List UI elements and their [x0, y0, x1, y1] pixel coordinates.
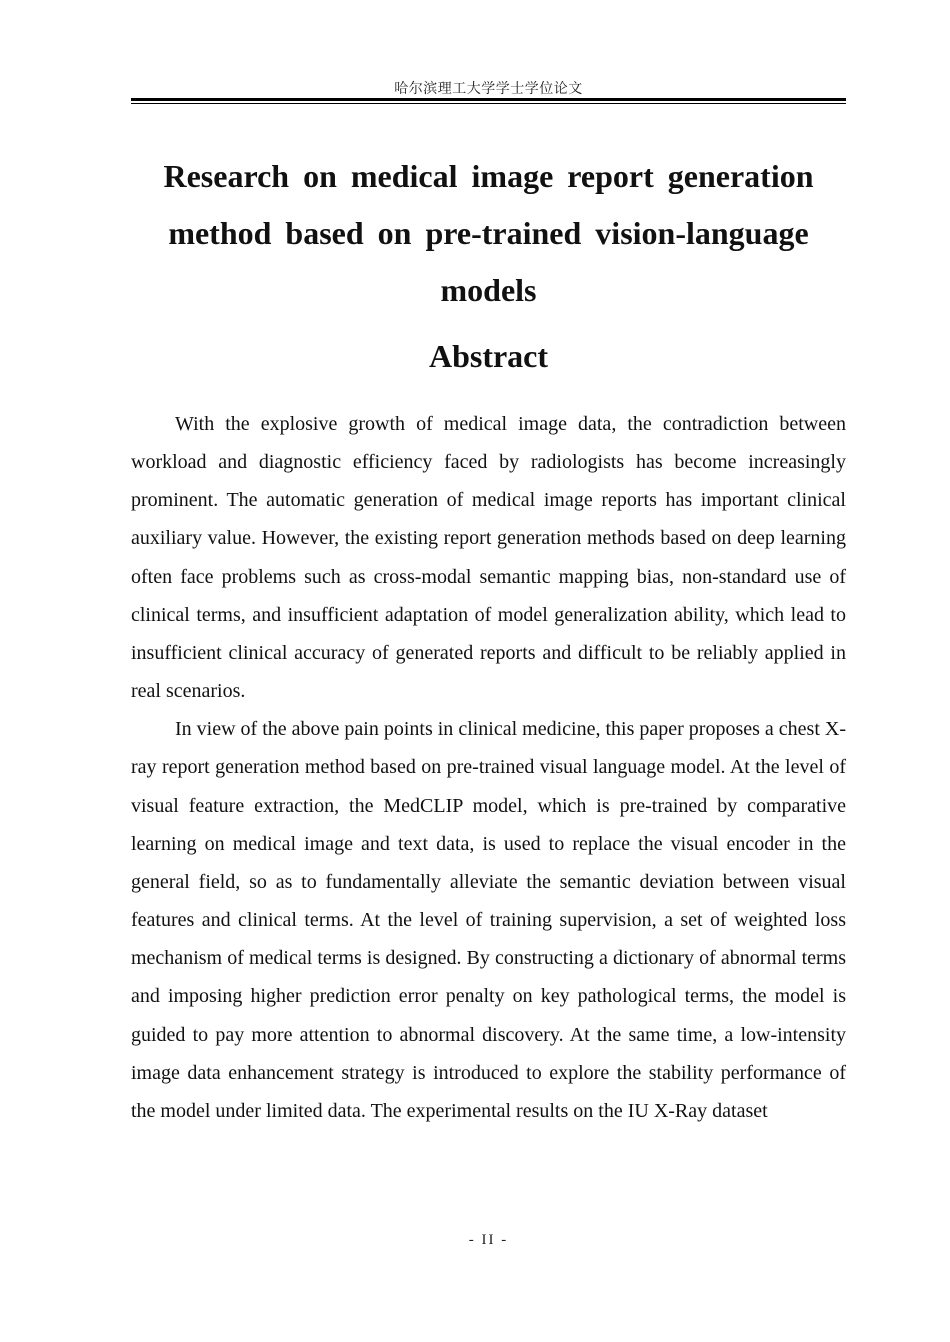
- running-header: 哈尔滨理工大学学士学位论文: [394, 81, 583, 97]
- thesis-title: Research on medical image report generation method based on pre-trained vision-language models: [163, 158, 814, 308]
- header-rule-thin: [131, 103, 846, 104]
- header-rule: [131, 98, 846, 101]
- abstract-paragraph: With the explosive growth of medical image data, the contradiction between workload and diagnostic efficiency faced by radiologists has become increasingly prominent. The automatic generation of medical image reports has important clinical auxiliary value. However, the existing report generation methods based on deep learning often face problems such as cross-modal semantic mapping bias, non-standard use of clinical terms, and insufficient adaptation of model generalization ability, which lead to insufficient clinical accuracy of generated reports and difficult to be reliably applied in real scenarios.: [131, 413, 846, 703]
- abstract-paragraph: In view of the above pain points in clinical medicine, this paper proposes a chest X-ray report generation method based on pre-trained visual language model. At the level of visual feature extraction, the MedCLIP model, which is pre-trained by comparative learning on medical image and text data, is used to replace the visual encoder in the general field, so as to fundamentally alleviate the semantic deviation between visual features and clinical terms. At the level of training supervision, a set of weighted loss mechanism of medical terms is designed. By constructing a dictionary of abnormal terms and imposing higher prediction error penalty on key pathological terms, the model is guided to pay more attention to abnormal discovery. At the same time, a low-intensity image data enhancement strategy is introduced to explore the stability performance of the model under limited data. The experimental results on the IU X-Ray dataset: [131, 718, 846, 1122]
- page-number: - II -: [468, 1232, 509, 1248]
- abstract-body: [131, 405, 846, 1130]
- abstract-heading: Abstract: [428, 338, 549, 374]
